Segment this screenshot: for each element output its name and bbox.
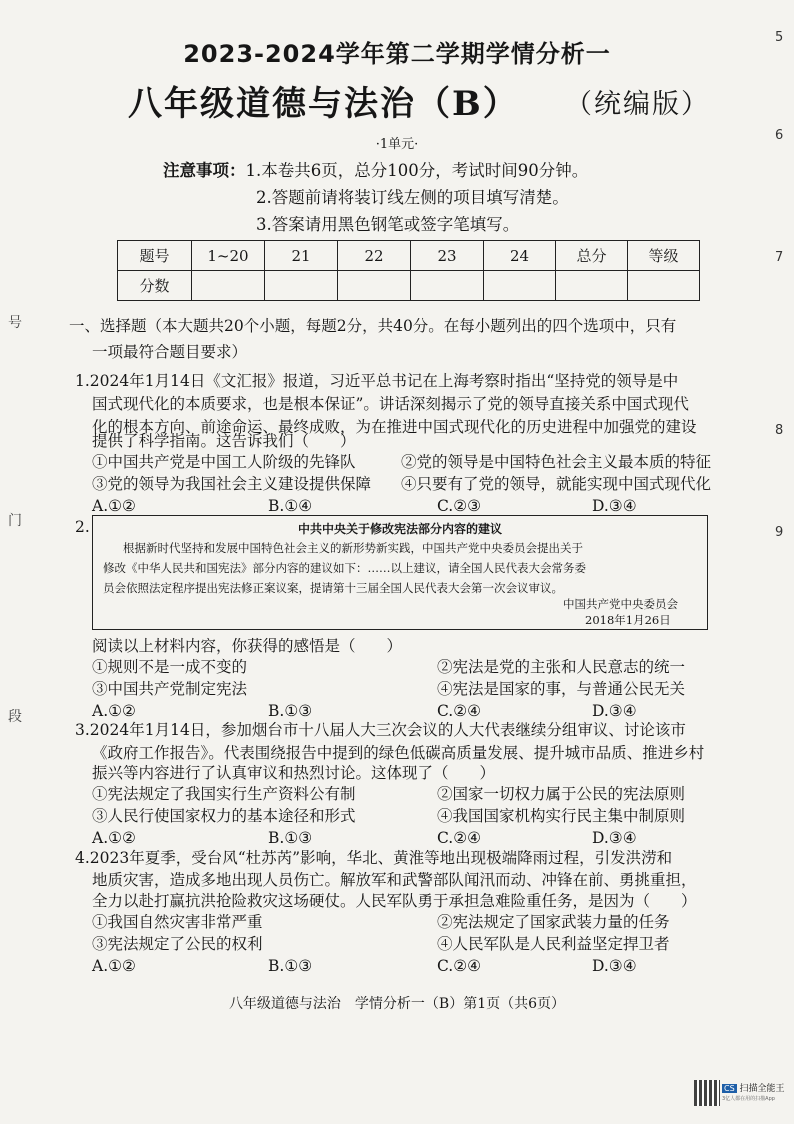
score-input-cell[interactable] [628,271,700,301]
score-table [117,240,700,301]
score-row-label: 分数 [118,271,192,301]
score-header-cell: 总分 [556,241,628,271]
score-header-cell: 22 [338,241,411,271]
q4-statement-1: ①我国自然灾害非常严重 [92,913,263,931]
question-2-stem: 阅读以上材料内容，你获得的感悟是（ ） [92,637,403,655]
q3-statement-2: ②国家一切权力属于公民的宪法原则 [437,785,686,803]
q3-statement-1: ①宪法规定了我国实行生产资料公有制 [92,785,356,803]
q1-statement-1: ①中国共产党是中国工人阶级的先锋队 [92,453,356,471]
margin-number: 9 [775,525,784,540]
question-4-text: 地质灾害，造成多地出现人员伤亡。解放军和武警部队闻汛而动、冲锋在前、勇挑重担， [92,871,697,889]
q1-option-b[interactable]: B.①④ [268,497,313,515]
notice-item: 2.答题前请将装订线左侧的项目填写清楚。 [256,188,569,207]
q3-option-d[interactable]: D.③④ [592,829,637,847]
score-header-cell: 23 [411,241,484,271]
q2-material-line: 员会依照法定程序提出宪法修正案议案，提请第十三届全国人民代表大会第一次会议审议。 [103,581,563,595]
q1-option-d[interactable]: D.③④ [592,497,637,515]
binding-mark: 门 [8,513,22,529]
score-input-cell[interactable] [411,271,484,301]
q4-option-c[interactable]: C.②④ [437,957,482,975]
score-table-header-row [118,241,700,271]
score-input-cell[interactable] [192,271,265,301]
notice-line-1 [163,157,588,181]
score-header-cell: 等级 [628,241,700,271]
score-header-cell: 24 [484,241,556,271]
q2-material-line: 修改《中华人民共和国宪法》部分内容的建议如下：……以上建议，请全国人民代表大会常务委 [103,561,586,575]
q2-option-d[interactable]: D.③④ [592,702,637,720]
question-4-text: 4.2023年夏季，受台风“杜苏芮”影响，华北、黄淮等地出现极端降雨过程，引发洪涝和 [75,849,673,867]
q4-option-b[interactable]: B.①③ [268,957,313,975]
question-3-text: 振兴等内容进行了认真审议和热烈讨论。这体现了（ ） [92,764,496,782]
q3-statement-3: ③人民行使国家权力的基本途径和形式 [92,807,356,825]
q4-statement-3: ③宪法规定了公民的权利 [92,935,263,953]
q2-material-line: 根据新时代坚持和发展中国特色社会主义的新形势新实践，中国共产党中央委员会提出关于 [123,541,583,555]
q3-option-a[interactable]: A.①② [92,829,136,847]
q4-statement-4: ④人民军队是人民利益坚定捍卫者 [437,935,670,953]
binding-mark: 段 [8,709,22,725]
unit-label: ·1单元· [375,137,419,152]
q2-option-c[interactable]: C.②④ [437,702,482,720]
scanner-watermark [722,1081,785,1102]
score-header-cell: 21 [265,241,338,271]
question-1-text: 国式现代化的本质要求，也是根本保证”。讲话深刻揭示了党的领导直接关系中国式现代 [92,395,689,413]
section-heading-cont: 一项最符合题目要求） [92,343,248,361]
margin-number: 5 [775,30,784,45]
q2-statement-3: ③中国共产党制定宪法 [92,680,248,698]
exam-subject-title: 八年级道德与法治（B） [128,84,519,124]
section-heading: 一、选择题（本大题共20个小题，每题2分，共40分。在每小题列出的四个选项中，只有 [69,317,677,335]
q1-option-a[interactable]: A.①② [92,497,136,515]
q2-option-b[interactable]: B.①③ [268,702,313,720]
q2-material-signer: 中国共产党中央委员会 [563,597,678,611]
question-3-text: 《政府工作报告》。代表围绕报告中提到的绿色低碳高质量发展、提升城市品质、推进乡村 [92,744,705,762]
notice-item: 1.本卷共6页，总分100分，考试时间90分钟。 [245,161,589,180]
question-1-text: 提供了科学指南。这告诉我们（ ） [92,432,356,450]
notice-item: 3.答案请用黑色钢笔或签字笔填写。 [256,215,520,234]
camscanner-logo-icon: CS [724,1084,735,1093]
q1-statement-4: ④只要有了党的领导，就能实现中国式现代化 [401,475,712,493]
q1-option-c[interactable]: C.②③ [437,497,482,515]
q2-statement-1: ①规则不是一成不变的 [92,658,248,676]
q3-option-c[interactable]: C.②④ [437,829,482,847]
question-1-text: 化的根本方向、前途命运、最终成败，为在推进中国式现代化的历史进程中加强党的建设 [92,418,697,436]
q2-material-box [92,515,708,630]
binding-mark: 号 [8,315,22,331]
question-2-number: 2. [75,518,90,536]
q3-statement-4: ④我国国家机构实行民主集中制原则 [437,807,686,825]
q2-statement-4: ④宪法是国家的事，与普通公民无关 [437,680,686,698]
page-footer: 八年级道德与法治 学情分析一（B）第1页（共6页） [228,996,566,1012]
edition-label: （统编版） [565,89,710,120]
score-input-cell[interactable] [338,271,411,301]
qr-code-icon [694,1080,720,1106]
q2-material-date: 2018年1月26日 [585,613,671,627]
question-1-text: 1.2024年1月14日《文汇报》报道，习近平总书记在上海考察时指出“坚持党的领导是中 [75,372,679,390]
score-header-cell: 1~20 [192,241,265,271]
question-3-text: 3.2024年1月14日，参加烟台市十八届人大三次会议的人大代表继续分组审议、讨论该市 [75,721,686,739]
q4-option-a[interactable]: A.①② [92,957,136,975]
q2-material-title: 中共中央关于修改宪法部分内容的建议 [297,522,502,536]
score-input-cell[interactable] [556,271,628,301]
q1-statement-3: ③党的领导为我国社会主义建设提供保障 [92,475,372,493]
q3-option-b[interactable]: B.①③ [268,829,313,847]
score-header-cell: 题号 [118,241,192,271]
question-4-text: 全力以赴打赢抗洪抢险救灾这场硬仗。人民军队勇于承担急难险重任务，是因为（ ） [92,892,697,910]
notice-label: 注意事项： [163,161,246,180]
exam-term-title: 2023-2024学年第二学期学情分析一 [183,40,611,68]
scanner-tagline: 3亿人都在用的扫描App [722,1096,775,1102]
q1-statement-2: ②党的领导是中国特色社会主义最本质的特征 [401,453,712,471]
score-table-score-row [118,271,700,301]
scanner-name: 扫描全能王 [739,1084,785,1094]
margin-number: 6 [775,128,784,143]
margin-number: 8 [775,423,784,438]
q4-statement-2: ②宪法规定了国家武装力量的任务 [437,913,670,931]
q2-statement-2: ②宪法是党的主张和人民意志的统一 [437,658,686,676]
q4-option-d[interactable]: D.③④ [592,957,637,975]
q2-option-a[interactable]: A.①② [92,702,136,720]
margin-number: 7 [775,250,784,265]
score-input-cell[interactable] [265,271,338,301]
score-input-cell[interactable] [484,271,556,301]
